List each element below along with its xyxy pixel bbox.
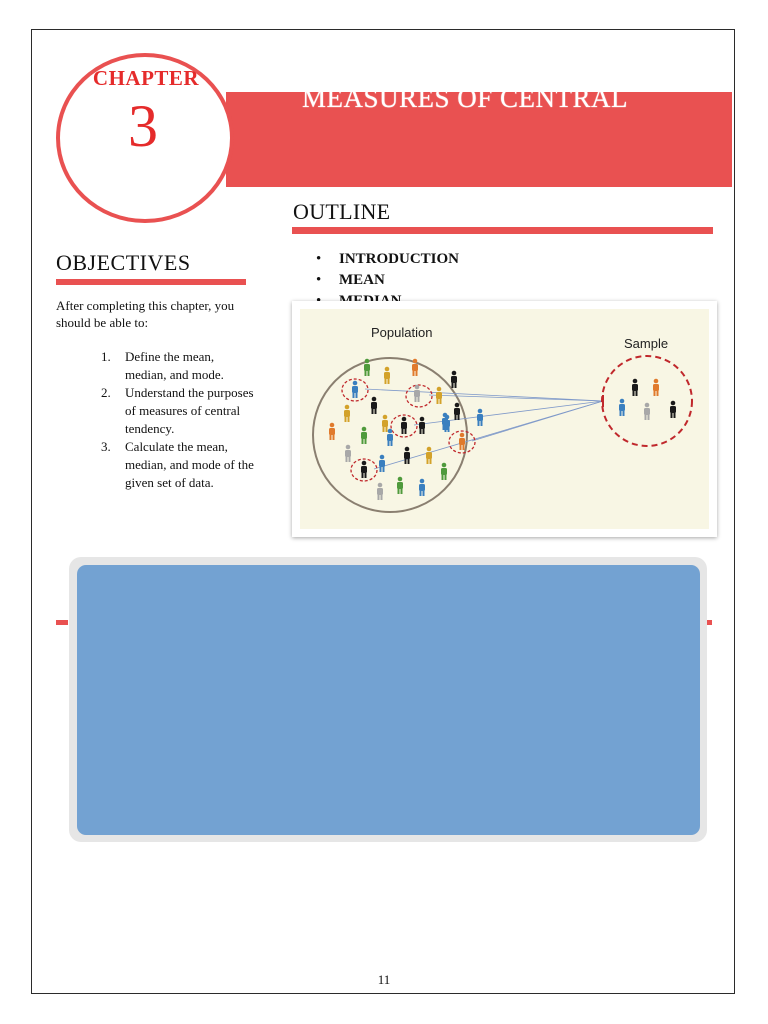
objective-number: 3. — [101, 439, 111, 454]
objectives-list — [96, 348, 256, 492]
objective-item — [96, 348, 256, 384]
chapter-number: 3 — [128, 93, 158, 159]
objective-text: Understand the purposes of measures of central tendency. — [125, 385, 254, 436]
bullet-icon: • — [316, 251, 322, 267]
outline-item — [316, 270, 459, 291]
population-sample-diagram — [292, 301, 717, 537]
decorative-rule-left — [56, 620, 68, 625]
objective-number: 2. — [101, 385, 111, 400]
page-number: 11 — [377, 972, 391, 987]
outline-heading: OUTLINE — [293, 199, 391, 224]
chapter-label: CHAPTER — [92, 66, 200, 90]
objectives-heading: OBJECTIVES — [56, 250, 191, 275]
population-label: Population — [371, 325, 433, 340]
objective-item — [96, 384, 256, 438]
objective-text: Define the mean, median, and mode. — [125, 349, 224, 382]
objective-text: Calculate the mean, median, and mode of the given set of data. — [125, 439, 254, 490]
objective-number: 1. — [101, 349, 111, 364]
outline-rule — [292, 227, 713, 234]
sample-label: Sample — [624, 336, 669, 351]
population-sample-figure — [292, 301, 717, 537]
outline-item — [316, 249, 459, 270]
blue-content-panel — [77, 565, 700, 835]
chapter-title: MEASURES OF CENTRAL — [302, 83, 629, 113]
outline-item-label: INTRODUCTION — [339, 251, 460, 267]
objectives-rule — [56, 279, 246, 285]
bullet-icon: • — [316, 272, 322, 288]
objectives-intro: After completing this chapter, you should be able to: — [56, 298, 235, 330]
outline-item-label: MEAN — [339, 272, 385, 288]
objective-item — [96, 438, 256, 492]
